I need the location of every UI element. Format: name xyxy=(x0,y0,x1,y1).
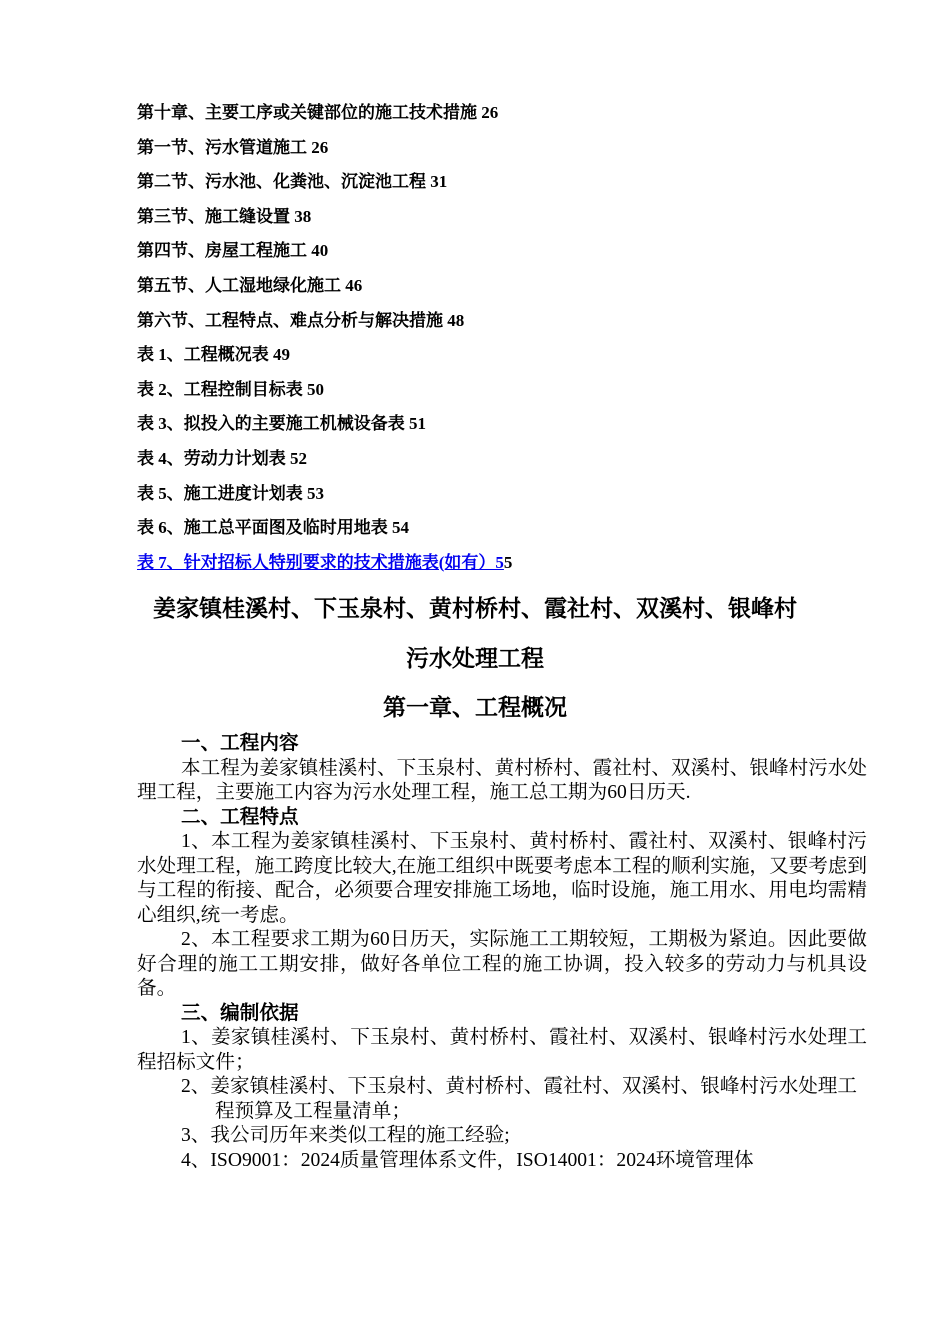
toc-entry-section-4[interactable]: 第四节、房屋工程施工 40 xyxy=(137,241,329,261)
toc-page-number: 5 xyxy=(503,552,513,572)
toc-entry-section-1[interactable]: 第一节、污水管道施工 26 xyxy=(137,137,329,157)
section-heading: 二、工程特点 xyxy=(181,806,299,828)
toc-entry-section-2[interactable]: 第二节、污水池、化粪池、沉淀池工程 31 xyxy=(137,172,448,192)
toc-entry-table-1[interactable]: 表 1、工程概况表 49 xyxy=(137,345,290,365)
paragraph: 2、本工程要求工期为60日历天，实际施工工期较短，工期极为紧迫。因此要做好合理的施工工期安排，做好各单位工程的施工协调，投入较多的劳动力与机具设备。 xyxy=(137,929,867,999)
toc-entry-table-7 xyxy=(137,551,877,586)
toc-entry-table-3[interactable]: 表 3、拟投入的主要施工机械设备表 51 xyxy=(137,414,426,434)
document-body xyxy=(137,732,867,1173)
paragraph: 2、姜家镇桂溪村、下玉泉村、黄村桥村、霞社村、双溪村、银峰村污水处理工程预算及工程量清单； xyxy=(181,1076,857,1122)
toc-entry-chapter-10[interactable]: 第十章、主要工序或关键部位的施工技术措施 26 xyxy=(137,103,499,122)
table-of-contents xyxy=(137,101,877,585)
document-title-line-1: 姜家镇桂溪村、下玉泉村、黄村桥村、霞社村、双溪村、银峰村 xyxy=(153,596,797,621)
toc-entry-table-2[interactable]: 表 2、工程控制目标表 50 xyxy=(137,379,324,399)
document-title-line-2: 污水处理工程 xyxy=(406,646,544,671)
paragraph: 本工程为姜家镇桂溪村、下玉泉村、黄村桥村、霞社村、双溪村、银峰村污水处理工程，主要施工内容为污水处理工程，施工总工期为60日历天. xyxy=(137,757,867,803)
toc-entry-table-6[interactable]: 表 6、施工总平面图及临时用地表 54 xyxy=(137,518,409,538)
paragraph: 4、ISO9001：2024质量管理体系文件，ISO14001：2024环境管理体 xyxy=(181,1149,754,1171)
toc-entry-table-5[interactable]: 表 5、施工进度计划表 53 xyxy=(137,483,324,503)
paragraph: 3、我公司历年来类似工程的施工经验; xyxy=(181,1125,510,1146)
toc-entry-section-6[interactable]: 第六节、工程特点、难点分析与解决措施 48 xyxy=(137,310,465,330)
toc-entry-table-4[interactable]: 表 4、劳动力计划表 52 xyxy=(137,448,307,468)
toc-entry-section-5[interactable]: 第五节、人工湿地绿化施工 46 xyxy=(137,275,363,295)
chapter-title: 第一章、工程概况 xyxy=(383,695,567,720)
paragraph: 1、姜家镇桂溪村、下玉泉村、黄村桥村、霞社村、双溪村、银峰村污水处理工程招标文件； xyxy=(137,1027,867,1073)
section-heading: 一、工程内容 xyxy=(181,733,299,754)
toc-link-table-7[interactable]: 表 7、针对招标人特别要求的技术措施表(如有）5 xyxy=(137,552,504,572)
toc-entry-section-3[interactable]: 第三节、施工缝设置 38 xyxy=(137,206,312,226)
paragraph: 1、本工程为姜家镇桂溪村、下玉泉村、黄村桥村、霞社村、双溪村、银峰村污水处理工程，施工跨度比较大,在施工组织中既要考虑本工程的顺利实施，又要考虑到与工程的衔接、配合，必须要合理安排施工场地，临时设施，施工用水、用电均需精心组织,统一考虑。 xyxy=(137,831,867,926)
section-heading: 三、编制依据 xyxy=(181,1002,299,1024)
